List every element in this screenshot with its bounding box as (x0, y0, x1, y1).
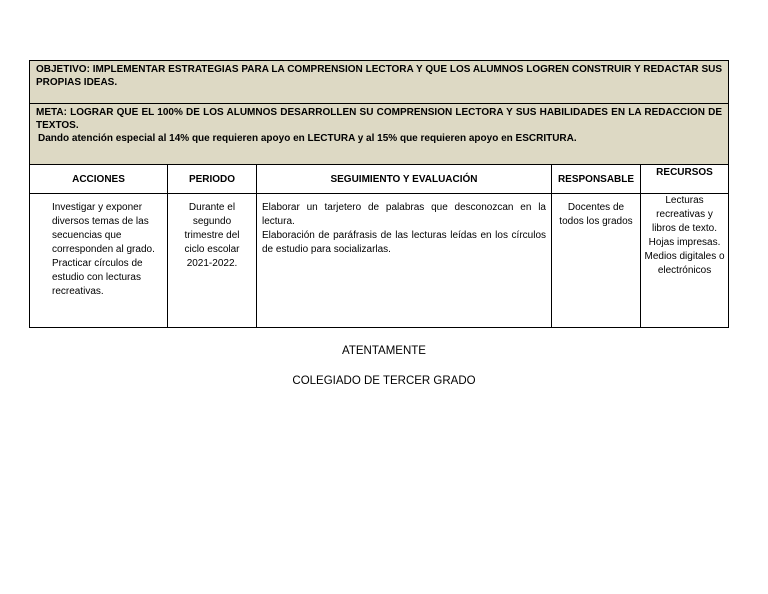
seguimiento-cell (257, 194, 552, 328)
header-periodo: PERIODO (168, 165, 257, 194)
header-responsable: RESPONSABLE (552, 165, 641, 194)
seguimiento-item: Elaborar un tarjetero de palabras que desconozcan en la lectura. (262, 202, 546, 227)
table-header-row (30, 165, 729, 194)
recurso-item: Medios digitales o electrónicos (644, 251, 725, 276)
responsable-cell: Docentes de todos los grados (552, 194, 641, 328)
closing-signer: COLEGIADO DE TERCER GRADO (292, 375, 476, 387)
header-recursos: RECURSOS (641, 165, 729, 194)
goal-text: META: LOGRAR QUE EL 100% DE LOS ALUMNOS DESARROLLEN SU COMPRENSION LECTORA Y SUS HABILIDADES EN LA REDACCION DE TEXTOS. (36, 107, 723, 131)
acciones-cell (30, 194, 168, 328)
seguimiento-item: Elaboración de paráfrasis de las lecturas leídas en los círculos de estudio para socializarlas. (262, 230, 546, 255)
periodo-cell: Durante el segundo trimestre del ciclo escolar 2021-2022. (168, 194, 257, 328)
header-acciones: ACCIONES (30, 165, 168, 194)
objective-text: OBJETIVO: IMPLEMENTAR ESTRATEGIAS PARA LA COMPRENSION LECTORA Y QUE LOS ALUMNOS LOGREN CONSTRUIR Y REDACTAR SUS PROPIAS IDEAS. (30, 61, 729, 104)
goal-cell (30, 104, 729, 165)
accion-item: Practicar círculos de estudio con lecturas recreativas. (52, 258, 143, 297)
planning-table (29, 60, 729, 328)
recursos-cell (641, 194, 729, 328)
recurso-item: Hojas impresas. (648, 237, 721, 248)
header-seguimiento: SEGUIMIENTO Y EVALUACIÓN (257, 165, 552, 194)
goal-note: Dando atención especial al 14% que requieren apoyo en LECTURA y al 15% que requieren apoyo en ESCRITURA. (38, 133, 577, 144)
accion-item: Investigar y exponer diversos temas de las secuencias que corresponden al grado. (52, 202, 155, 255)
objective-row (30, 61, 729, 104)
table-row (30, 194, 729, 328)
recurso-item: Lecturas recreativas y libros de texto. (651, 195, 718, 234)
closing-sincerely: ATENTAMENTE (342, 345, 426, 357)
goal-row (30, 104, 729, 165)
